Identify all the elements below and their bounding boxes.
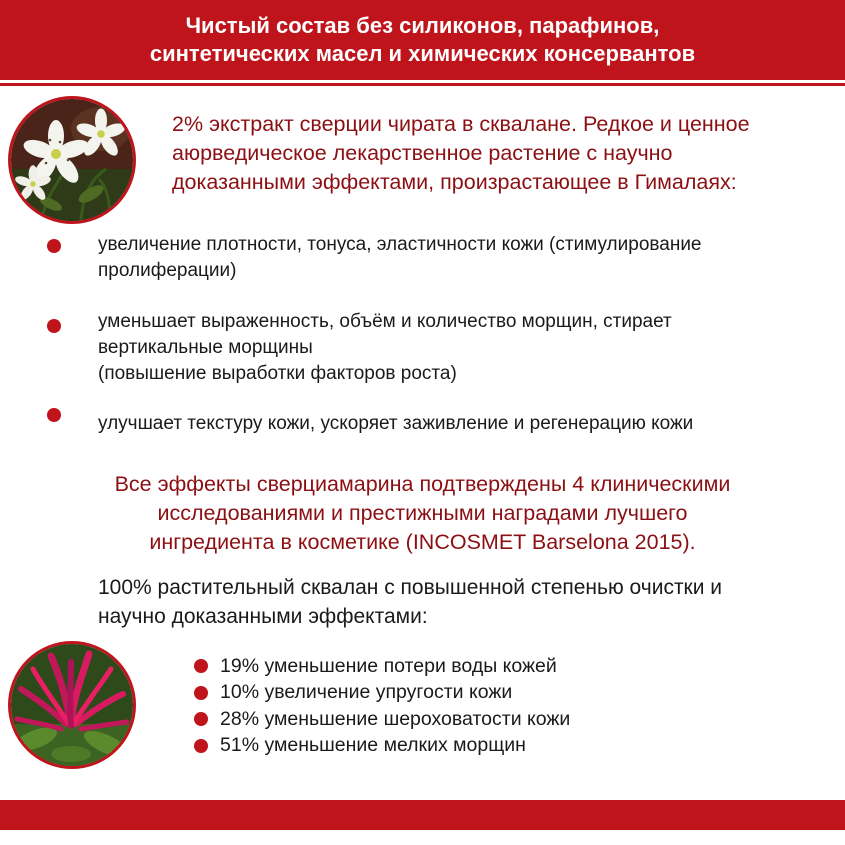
effect-item-3 [98, 411, 818, 437]
stat-item-4 [194, 733, 570, 760]
swertia-flower-photo [8, 96, 136, 224]
stat-text: 28% уменьшение шероховатости кожи [220, 707, 571, 730]
stat-item-1 [194, 653, 570, 680]
stat-bullet [194, 686, 208, 700]
stat-text: 19% уменьшение потери воды кожей [220, 654, 557, 677]
effect-2-line-3: (повышение выработки факторов роста) [98, 363, 457, 384]
effect-1-line-1: увеличение плотности, тонуса, эластичности кожи (стимулирование [98, 234, 702, 255]
effect-2-line-2: вертикальные морщины [98, 337, 313, 358]
effect-2-line-1: уменьшает выраженность, объём и количество морщин, стирает [98, 311, 672, 332]
effect-3-line-1: улучшает текстуру кожи, ускоряет заживление и регенерацию кожи [98, 413, 694, 434]
intro-line-2: аюрведическое лекарственное растение с научно [172, 141, 673, 165]
header-title-line-1: Чистый состав без силиконов, парафинов, [185, 13, 660, 38]
effect-bullet-1 [47, 239, 61, 253]
effect-1-line-2: пролиферации) [98, 260, 237, 281]
stat-text: 10% увеличение упругости кожи [220, 681, 513, 704]
squalane-line-2: научно доказанными эффектами: [98, 605, 428, 628]
squalane-paragraph [98, 573, 828, 631]
stat-bullet [194, 712, 208, 726]
clinical-line-2: исследованиями и престижными наградами лучшего [157, 501, 688, 525]
amaranth-plant-photo [8, 641, 136, 769]
stat-item-2 [194, 680, 570, 707]
effect-item-2 [98, 309, 818, 387]
stat-bullet [194, 739, 208, 753]
squalane-stats-list [194, 653, 570, 759]
clinical-evidence-paragraph [40, 470, 805, 557]
squalane-line-1: 100% растительный сквалан с повышенной степенью очистки и [98, 576, 723, 599]
clinical-line-1: Все эффекты сверциамарина подтверждены 4 клиническими [114, 472, 731, 496]
stat-text: 51% уменьшение мелких морщин [220, 734, 526, 757]
intro-line-1: 2% экстракт сверции чирата в сквалане. Редкое и ценное [172, 112, 750, 136]
effect-bullet-2 [47, 319, 61, 333]
stat-bullet [194, 659, 208, 673]
effect-item-1 [98, 232, 818, 284]
footer-banner [0, 800, 845, 830]
swertia-intro-paragraph [172, 110, 832, 197]
header-banner [0, 0, 845, 83]
stat-item-3 [194, 706, 570, 733]
header-title-line-2: синтетических масел и химических консервантов [149, 41, 696, 66]
effect-bullet-3 [47, 408, 61, 422]
clinical-line-3: ингредиента в косметике (INCOSMET Barselona 2015). [149, 530, 696, 554]
intro-line-3: доказанными эффектами, произрастающее в Гималаях: [172, 170, 737, 194]
